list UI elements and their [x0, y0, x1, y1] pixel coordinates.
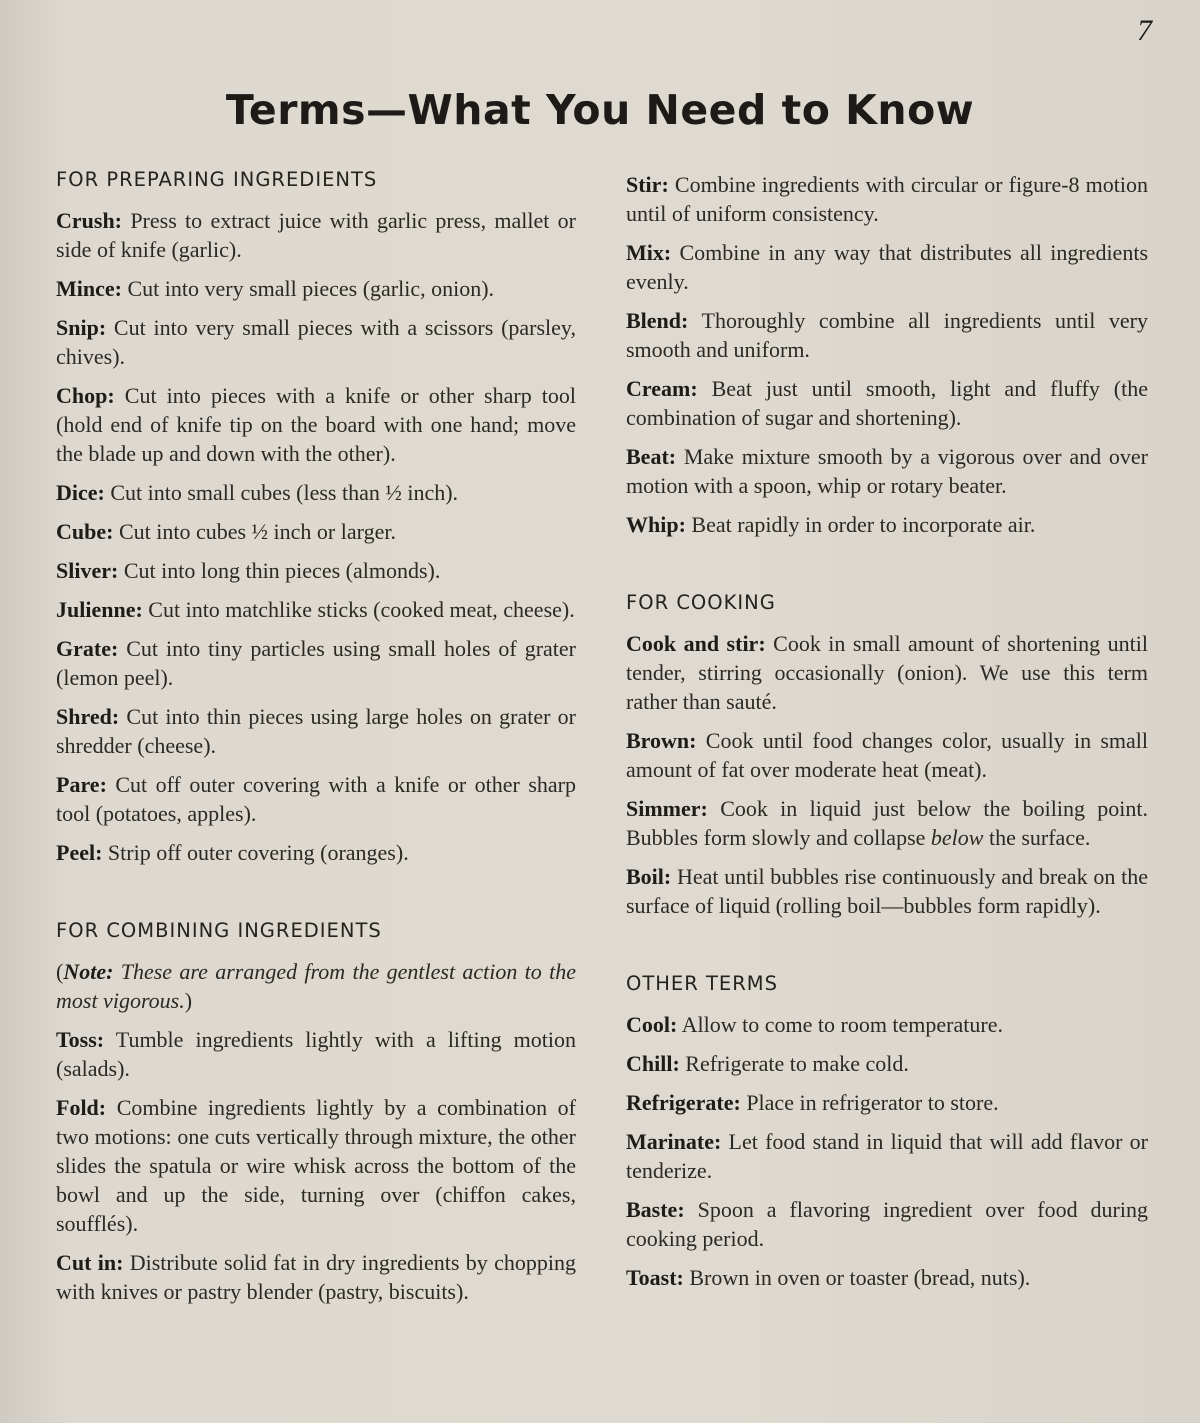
glossary-term [626, 1127, 1148, 1185]
glossary-term [56, 517, 576, 546]
glossary-term [626, 629, 1148, 716]
term-definition: Spoon a flavoring ingredient over food during cooking period. [626, 1197, 1148, 1251]
glossary-term [56, 1093, 576, 1238]
term-name: Snip: [56, 315, 107, 340]
term-name: Boil: [626, 864, 672, 889]
glossary-term [56, 556, 576, 585]
right-column [626, 170, 1148, 1302]
combining-term-list-left [56, 1025, 576, 1306]
term-definition: Refrigerate to make cold. [685, 1051, 909, 1076]
glossary-term [626, 1088, 1148, 1117]
glossary-term [56, 1248, 576, 1306]
term-definition: Cut into tiny particles using small holes of grater (lemon peel). [56, 636, 576, 690]
glossary-term [626, 442, 1148, 500]
page-title: Terms—What You Need to Know [225, 86, 975, 134]
term-name: Fold: [56, 1095, 107, 1120]
term-definition: Let food stand in liquid that will add flavor or tenderize. [626, 1129, 1148, 1183]
term-definition: Beat rapidly in order to incorporate air. [691, 512, 1036, 537]
glossary-term [56, 634, 576, 692]
term-name: Cube: [56, 519, 114, 544]
term-definition: Cut into cubes ½ inch or larger. [118, 519, 396, 544]
term-name: Sliver: [56, 558, 119, 583]
section-combining-continued [626, 170, 1148, 539]
term-definition: Make mixture smooth by a vigorous over and over motion with a spoon, whip or rotary beater. [626, 444, 1148, 498]
section-combining [56, 917, 576, 1306]
note-close-paren: ) [184, 988, 193, 1013]
term-definition: Heat until bubbles rise continuously and break on the surface of liquid (rolling boil—bubbles form rapidly). [626, 864, 1149, 918]
term-name: Baste: [626, 1197, 685, 1222]
term-definition: Distribute solid fat in dry ingredients by chopping with knives or pastry blender (pastry, biscuits). [56, 1250, 576, 1304]
section-heading-other: OTHER TERMS [626, 972, 778, 995]
term-name: Brown: [626, 728, 697, 753]
page-number: 7 [1137, 14, 1152, 47]
glossary-term [56, 478, 576, 507]
glossary-term [626, 238, 1148, 296]
glossary-term [56, 1025, 576, 1083]
section-heading-combining: FOR COMBINING INGREDIENTS [56, 919, 382, 942]
glossary-term [56, 206, 576, 264]
term-definition: Thoroughly combine all ingredients until very smooth and uniform. [626, 308, 1148, 362]
glossary-term [626, 510, 1148, 539]
term-name: Simmer: [626, 796, 708, 821]
section-spacer [626, 930, 1148, 970]
term-name: Blend: [626, 308, 689, 333]
term-name: Mix: [626, 240, 672, 265]
term-name: Toss: [56, 1027, 105, 1052]
other-term-list [626, 1010, 1148, 1292]
term-definition: Strip off outer covering (oranges). [107, 840, 409, 865]
glossary-term [56, 313, 576, 371]
note-open-paren: ( [56, 959, 64, 984]
glossary-term [626, 1049, 1148, 1078]
term-name: Dice: [56, 480, 105, 505]
glossary-term [626, 1195, 1148, 1253]
combining-term-list-right [626, 170, 1148, 539]
glossary-term [56, 595, 576, 624]
term-name: Pare: [56, 772, 107, 797]
term-definition: Cook in liquid just below the boiling point. Bubbles form slowly and collapse [626, 796, 1149, 850]
term-name: Grate: [56, 636, 119, 661]
term-definition: Combine ingredients lightly by a combination of two motions: one cuts vertically through mixture, the other slides the spatula or wire whisk across the bottom of the bowl and up the side, turning over (chiffon cakes, soufflés). [56, 1095, 576, 1236]
preparing-term-list [56, 206, 576, 867]
section-heading-cooking: FOR COOKING [626, 591, 776, 614]
term-definition: Brown in oven or toaster (bread, nuts). [689, 1265, 1031, 1290]
glossary-term [56, 838, 576, 867]
left-column [56, 166, 576, 1316]
term-definition: Tumble ingredients lightly with a lifting motion (salads). [56, 1027, 576, 1081]
term-name: Cook and stir: [626, 631, 766, 656]
term-name: Whip: [626, 512, 686, 537]
term-definition: Place in refrigerator to store. [746, 1090, 999, 1115]
term-name: Julienne: [56, 597, 143, 622]
section-cooking [626, 589, 1148, 920]
cooking-term-list [626, 629, 1148, 920]
term-name: Marinate: [626, 1129, 722, 1154]
glossary-term [626, 726, 1148, 784]
term-name: Toast: [626, 1265, 684, 1290]
term-name: Chop: [56, 383, 115, 408]
term-name: Mince: [56, 276, 122, 301]
term-name: Beat: [626, 444, 677, 469]
section-spacer [56, 877, 576, 917]
term-definition-tail: the surface. [983, 825, 1091, 850]
term-definition: Press to extract juice with garlic press, mallet or side of knife (garlic). [56, 208, 577, 262]
term-name: Chill: [626, 1051, 680, 1076]
note-label: Note: [63, 959, 114, 984]
term-definition: Cut into thin pieces using large holes on grater or shredder (cheese). [56, 704, 576, 758]
glossary-term [56, 770, 576, 828]
term-definition: Combine in any way that distributes all ingredients evenly. [626, 240, 1148, 294]
term-name: Cream: [626, 376, 698, 401]
term-definition-emphasis: below [930, 825, 984, 850]
term-definition: Cut into matchlike sticks (cooked meat, cheese). [148, 597, 575, 622]
section-spacer [626, 549, 1148, 589]
term-name: Crush: [56, 208, 123, 233]
term-definition: Beat just until smooth, light and fluffy (the combination of sugar and shortening). [626, 376, 1148, 430]
section-other [626, 970, 1148, 1292]
glossary-term [626, 1010, 1148, 1039]
term-definition: Cut into small cubes (less than ½ inch). [110, 480, 459, 505]
term-name: Cut in: [56, 1250, 124, 1275]
combining-note [56, 957, 576, 1015]
glossary-term [626, 794, 1148, 852]
glossary-term [56, 381, 576, 468]
note-text: These are arranged from the gentlest action to the most vigorous. [56, 959, 576, 1013]
glossary-term [56, 702, 576, 760]
section-heading-preparing: FOR PREPARING INGREDIENTS [56, 168, 378, 191]
term-definition: Cut into long thin pieces (almonds). [123, 558, 441, 583]
glossary-term [626, 306, 1148, 364]
glossary-term [56, 274, 576, 303]
term-definition: Allow to come to room temperature. [681, 1012, 1003, 1037]
term-definition: Combine ingredients with circular or figure-8 motion until of uniform consistency. [626, 172, 1149, 226]
glossary-term [626, 862, 1148, 920]
term-name: Refrigerate: [626, 1090, 741, 1115]
glossary-term [626, 374, 1148, 432]
term-definition: Cut off outer covering with a knife or other sharp tool (potatoes, apples). [56, 772, 576, 826]
glossary-term [626, 170, 1148, 228]
term-name: Cool: [626, 1012, 678, 1037]
term-definition: Cook in small amount of shortening until tender, stirring occasionally (onion). We use this term rather than sauté. [626, 631, 1149, 714]
term-name: Stir: [626, 172, 669, 197]
term-name: Peel: [56, 840, 103, 865]
term-definition: Cut into very small pieces with a scissors (parsley, chives). [56, 315, 576, 369]
term-definition: Cut into very small pieces (garlic, onion). [127, 276, 495, 301]
section-preparing [56, 166, 576, 867]
glossary-term [626, 1263, 1148, 1292]
term-definition: Cut into pieces with a knife or other sharp tool (hold end of knife tip on the board with one hand; move the blade up and down with the other). [56, 383, 577, 466]
term-definition: Cook until food changes color, usually in small amount of fat over moderate heat (meat). [626, 728, 1149, 782]
term-name: Shred: [56, 704, 120, 729]
